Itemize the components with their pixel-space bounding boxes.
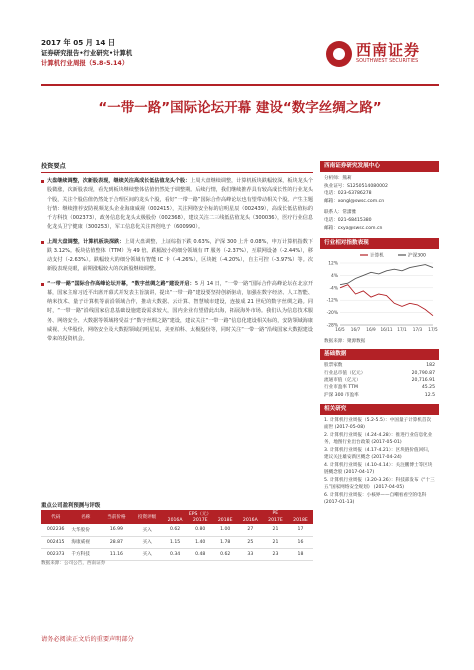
y-tick-label: -20% [326, 311, 338, 317]
basic-value: 182 [426, 363, 435, 369]
paragraph-lead: 大盘继续调整，次新股表现，继续关注高成长低估值龙头个股： [47, 178, 191, 184]
x-tick-label: 17/1 [397, 327, 407, 333]
related-research-item[interactable]: 4. 计算机行业周报（4.10-4.14）：关注鹏博士等区块链概念股 (2017-04-17) [324, 462, 433, 476]
logo-text-en: SOUTHWEST SECURITIES [356, 59, 419, 64]
basic-label: 股票家数 [324, 363, 343, 369]
eps-group-header: EPS（元） [162, 510, 237, 517]
col-header: 2018E [213, 517, 238, 524]
col-header: 2018E [288, 517, 313, 524]
header-divider [41, 84, 439, 86]
table-row [41, 548, 313, 560]
col-header: 2016A [238, 517, 263, 524]
table-cell: 买入 [132, 548, 163, 560]
contact-tel: 电话：021-68415380 [324, 217, 372, 223]
basic-data-row [324, 370, 435, 377]
disclaimer-footer: 请务必阅读正文后的重要声明部分 [41, 636, 134, 643]
table-cell: 16 [288, 536, 313, 548]
table-cell: 18 [288, 548, 313, 560]
basic-data-list [320, 360, 439, 399]
analyst-name: 熊莉 [342, 176, 352, 181]
report-type: 证券研究报告•行业研究•计算机 [41, 49, 133, 57]
basic-label: 流通市值（亿元） [324, 377, 361, 383]
relative-index-svg [320, 249, 439, 337]
contact-email[interactable]: 邮箱：cxya@swsc.com.cn [324, 225, 383, 231]
analyst-info [320, 172, 439, 232]
y-tick-label: -28% [326, 323, 338, 329]
table-row [41, 536, 313, 548]
analyst-panel-heading: 西南证券研究发展中心 [320, 161, 439, 172]
table-cell: 千方科技 [70, 548, 101, 560]
table-cell: 0.62 [162, 524, 187, 536]
related-research-item[interactable]: 6. 计算机行业周报：小核界——自嘲看看空的电科 (2017-01-13) [324, 492, 427, 505]
basic-label: 沪深 300 市盈率 [324, 392, 359, 398]
col-header: 2016A [162, 517, 187, 524]
contact-name: 常潇雅 [342, 210, 357, 216]
table-cell: 16.99 [101, 524, 132, 536]
chart-panel-heading: 行业相对指数表现 [320, 238, 439, 249]
x-tick-label: 16/5 [335, 327, 345, 333]
forecast-table [41, 510, 313, 561]
y-tick-label: 4% [331, 274, 338, 280]
x-tick-label: 17/5 [428, 327, 438, 333]
company-logo [326, 36, 438, 74]
table-cell: 0.62 [213, 548, 238, 560]
related-research-item[interactable]: 1. 计算机行业周报（5.2-5.5）：中国量子计算机首次面世 (2017-05-08) [324, 418, 432, 431]
related-research-item[interactable]: 5. 计算机行业周报（3.20-3.26）：科技部发布《“十三五”国家网络安全规划》 (2017-04-05) [324, 477, 435, 491]
report-date: 2017 年 05 月 14 日 [41, 38, 116, 47]
related-research-item[interactable]: 3. 计算机行业周报（4.17-4.21）：区块链价值回归，建议关注雄安新区概念 (2017-04-24) [324, 448, 433, 461]
col-header: 投资评级 [132, 510, 163, 524]
legend-label: 沪深300 [408, 253, 426, 259]
series-line [340, 265, 433, 285]
basic-value: 20,716.91 [411, 377, 435, 383]
basic-value: 20,790.87 [411, 370, 435, 376]
paragraph-body: 5 月 14 日，“一带一路”国际合作高峰论坛在北京开幕，国家主席习近平出席开幕式并发表主旨演讲，提出“一带一路”建设要坚持创新驱动，加强在数字经济、人工智能、纳米技术、量子计算机等前沿领域合作，推动大数据、云计算、智慧城市建设，连接成 21 世纪的数字丝绸之路。同时，“一带一路”沿线国家信息基础设施建设需求较大，国内企业有望借此出海，拓展海外市场。我们认为信息技术服务、网络安全、大数据等领域将受益于“数字丝绸之路”建设，建议关注“一带一路”信息化建设相关标的，安防领域海康威视、大华股份，网络安全及大数据领域启明星辰、美亚柏科、太极股份等，同时关注“一带一路”沿线国家大数据建设带来的投资机会。 [47, 280, 313, 342]
col-header: 2017E [188, 517, 213, 524]
basic-value: 12.5 [424, 392, 435, 398]
paragraph-belt-road [41, 280, 313, 345]
legend-label: 计算机 [370, 253, 384, 259]
table-cell: 1.15 [162, 536, 187, 548]
basic-value: 45.25 [421, 385, 435, 391]
basic-data-row [324, 384, 435, 391]
x-tick-label: 17/3 [412, 327, 423, 333]
related-research-item[interactable]: 2. 计算机行业周报（4.24-4.28）：推进行业信息化业务，地图行业出台政策 (2017-05-01) [324, 433, 433, 446]
paragraph-lead: 上周大盘调整，计算机板块深跌： [47, 238, 125, 245]
report-title: “一带一路”国际论坛开幕 建设“数字丝绸之路” [98, 100, 382, 116]
table-row [41, 524, 313, 536]
basic-label: 行业总市值（亿元） [324, 370, 366, 376]
x-tick-label: 16/11 [380, 327, 393, 333]
table-cell: 23 [263, 548, 288, 560]
basic-label: 行业市盈率 TTM [324, 385, 358, 391]
table-cell: 海康威视 [70, 536, 101, 548]
y-tick-label: 12% [328, 261, 338, 267]
basic-data-heading: 基础数据 [320, 349, 439, 360]
table-cell: 17 [288, 524, 313, 536]
basic-data-row [324, 377, 435, 384]
x-tick-label: 16/9 [366, 327, 376, 333]
table-cell: 买入 [132, 524, 163, 536]
investment-heading: 投资要点 [41, 161, 313, 173]
related-research-list [320, 415, 439, 506]
y-tick-label: -4% [329, 286, 338, 292]
forecast-table-source: 数据来源：公司公告，西南证券 [41, 561, 106, 566]
col-header: 2017E [263, 517, 288, 524]
table-cell: 28.87 [101, 536, 132, 548]
paragraph-weekly [41, 238, 313, 275]
forecast-table-title: 重点公司盈利预测与评级 [41, 503, 101, 509]
basic-data-row [324, 392, 435, 399]
col-header: 名称 [70, 510, 101, 524]
paragraph-market [41, 177, 313, 233]
pe-group-header: PE [238, 510, 313, 517]
relative-index-chart [320, 249, 439, 337]
paragraph-body: 上周大盘调整，上证综指下跌 0.63%，沪深 300 上升 0.08%，申万计算机指数下跌 3.12%。板块估值整体（TTM）为 49 倍。跌幅较小的细分领域有 IT 服务（-2.37%），互联网设备（-2.44%），移动支付（-2.63%）。跌幅较大的细分领域有智能 IC 卡（-4.26%），区块链（-4.20%），自主可控（-3.97%）等。次新股表现亮眼，前期涨幅较大的次新股继续调整。 [47, 238, 313, 273]
table-cell: 33 [238, 548, 263, 560]
x-tick-label: 16/7 [350, 327, 361, 333]
logo-mark-icon [326, 41, 352, 67]
table-cell: 0.34 [162, 548, 187, 560]
contact-label: 联系人： [324, 210, 343, 216]
table-cell: 大华股份 [70, 524, 101, 536]
table-cell: 11.16 [101, 548, 132, 560]
report-header [41, 38, 132, 68]
analyst-label: 分析师： [324, 176, 343, 181]
analyst-email[interactable]: 邮箱：xongl@swsc.com.cn [324, 198, 385, 204]
logo-text-cn: 西南证券 [356, 41, 421, 59]
report-weekly: 计算机行业周报（5.8-5.14） [41, 59, 129, 67]
chart-source: 数据来源：聚源数据 [324, 339, 366, 345]
investment-points [41, 161, 313, 349]
y-tick-label: -12% [326, 298, 338, 304]
table-cell: 002415 [41, 536, 70, 548]
table-cell: 买入 [132, 536, 163, 548]
table-cell: 0.80 [188, 524, 213, 536]
basic-data-row [324, 362, 435, 369]
table-cell: 1.40 [188, 536, 213, 548]
analyst-tel: 电话：023-63786278 [324, 191, 372, 197]
table-cell: 1.78 [213, 536, 238, 548]
table-cell: 21 [263, 536, 288, 548]
col-header: 当前价格 [101, 510, 132, 524]
table-cell: 1.00 [213, 524, 238, 536]
sidebar [320, 161, 439, 507]
table-cell: 002236 [41, 524, 70, 536]
col-header: 代码 [41, 510, 70, 524]
table-cell: 27 [238, 524, 263, 536]
table-cell: 0.48 [188, 548, 213, 560]
analyst-cert: 执业证号：S1250514080002 [324, 183, 388, 189]
paragraph-body: 上周大盘继续调整，计算机板块跌幅较深，板块龙头个股微涨，次新股表现，看先到板块继续整体估值仍然处于调整期。后续行情，我们继续推荐具有较高成长性的行业龙头个股，关注个股估值仍然处于合理区间的龙头个股，看好“一带一路”国际合作高峰论坛也有望带动相关个股。产生主题行情：继续推荐安防视频龙头企业海康威视（002415），关注网络安全标的启明星辰（002439），高成长低估值标的千方科技（002373），政务信息化龙头太极股份（002368），建议关注二三线低估值龙头（300036），医疗行业信息化龙头卫宁健康（300253），军工信息化关注四创电子（600990）。 [47, 178, 313, 231]
table-cell: 25 [238, 536, 263, 548]
related-research-heading: 相关研究 [320, 404, 439, 415]
table-cell: 002373 [41, 548, 70, 560]
paragraph-lead: “一带一路”国际合作高峰论坛开幕，“数字丝绸之路”建设开启： [47, 280, 195, 287]
table-cell: 21 [263, 524, 288, 536]
